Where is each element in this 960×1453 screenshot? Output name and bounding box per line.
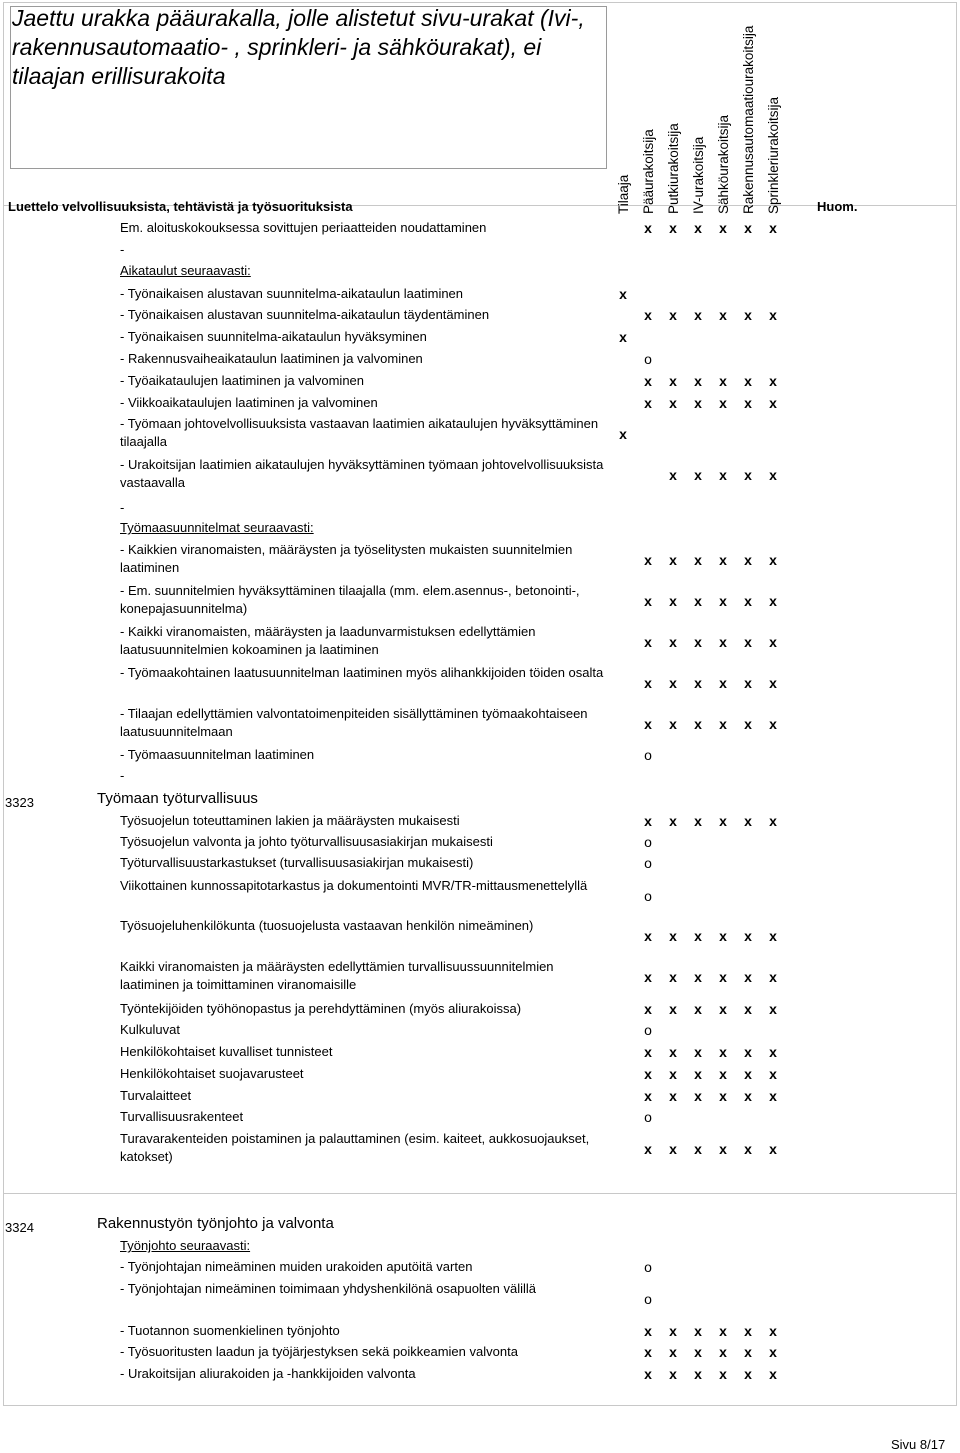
table-row <box>0 1258 960 1276</box>
mark-x: x <box>669 716 677 732</box>
row-text: - Työnaikaisen alustavan suunnitelma-aikataulun täydentäminen <box>120 307 490 322</box>
mark-x: x <box>644 1366 652 1382</box>
mark-x: x <box>744 1088 752 1104</box>
mark-x: x <box>669 1344 677 1360</box>
table-row <box>0 664 960 702</box>
mark-x: x <box>719 1366 727 1382</box>
row-text: Turvalaitteet <box>120 1088 192 1103</box>
document-title: Jaettu urakka pääurakalla, jolle alistetut sivu-urakat (Ivi-, rakennusautomaatio- , sprinkleri- ja sähköurakat), ei tilaajan erillisurakoita <box>12 5 585 89</box>
mark-x: x <box>719 675 727 691</box>
mark-x: x <box>644 593 652 609</box>
table-row <box>0 1043 960 1061</box>
mark-x: x <box>769 467 777 483</box>
mark-x: x <box>769 1088 777 1104</box>
mark-x: x <box>744 716 752 732</box>
row-text: - Työnjohtajan nimeäminen muiden urakoiden aputöitä varten <box>120 1259 473 1274</box>
mark-x: x <box>694 1001 702 1017</box>
table-row <box>0 1365 960 1383</box>
mark-x: x <box>744 675 752 691</box>
mark-x: x <box>719 634 727 650</box>
mark-x: x <box>694 1088 702 1104</box>
table-row <box>0 1215 960 1235</box>
mark-x: x <box>694 373 702 389</box>
table-row <box>0 854 960 872</box>
mark-x: x <box>669 373 677 389</box>
mark-x: x <box>669 1366 677 1382</box>
mark-x: x <box>719 1344 727 1360</box>
table-row <box>0 350 960 368</box>
table-row <box>0 541 960 579</box>
mark-x: x <box>644 1323 652 1339</box>
mark-x: x <box>644 373 652 389</box>
mark-x: x <box>769 1141 777 1157</box>
row-text: Henkilökohtaiset kuvalliset tunnisteet <box>120 1044 333 1059</box>
mark-x: x <box>644 1066 652 1082</box>
mark-x: x <box>669 928 677 944</box>
row-text: - Rakennusvaiheaikataulun laatiminen ja valvominen <box>120 351 423 366</box>
mark-x: x <box>644 716 652 732</box>
mark-x: x <box>744 220 752 236</box>
mark-x: x <box>719 373 727 389</box>
table-row <box>0 394 960 412</box>
mark-x: x <box>719 1001 727 1017</box>
section-divider <box>3 1193 957 1194</box>
mark-o: o <box>644 834 652 850</box>
mark-x: x <box>694 307 702 323</box>
mark-x: x <box>694 552 702 568</box>
row-text: Turvallisuusrakenteet <box>120 1109 244 1124</box>
mark-x: x <box>694 220 702 236</box>
mark-x: x <box>769 813 777 829</box>
row-text: Työsuojelun valvonta ja johto työturvallisuusasiakirjan mukaisesti <box>120 834 493 849</box>
mark-x: x <box>669 1323 677 1339</box>
table-row <box>0 1065 960 1083</box>
mark-x: x <box>769 373 777 389</box>
table-row <box>0 1322 960 1340</box>
mark-x: x <box>644 1141 652 1157</box>
mark-o: o <box>644 1291 652 1307</box>
mark-x: x <box>744 813 752 829</box>
table-row <box>0 372 960 390</box>
table-row <box>0 1087 960 1105</box>
mark-x: x <box>719 1088 727 1104</box>
table-row <box>0 241 960 259</box>
mark-x: x <box>619 329 627 345</box>
mark-x: x <box>744 593 752 609</box>
table-row <box>0 262 960 280</box>
mark-x: x <box>644 1044 652 1060</box>
mark-x: x <box>669 1141 677 1157</box>
mark-x: x <box>694 1366 702 1382</box>
table-row <box>0 415 960 453</box>
mark-x: x <box>644 220 652 236</box>
mark-x: x <box>769 552 777 568</box>
row-text: Työturvallisuustarkastukset (turvallisuusasiakirjan mukaisesti) <box>120 855 474 870</box>
row-text: Työmaasuunnitelmat seuraavasti: <box>120 520 314 535</box>
mark-x: x <box>744 1001 752 1017</box>
mark-x: x <box>769 1001 777 1017</box>
mark-x: x <box>719 467 727 483</box>
table-row <box>0 456 960 494</box>
mark-x: x <box>694 1344 702 1360</box>
section-number: 3323 <box>5 795 34 810</box>
mark-x: x <box>769 928 777 944</box>
mark-x: x <box>669 813 677 829</box>
mark-x: x <box>744 467 752 483</box>
table-row <box>0 1237 960 1255</box>
mark-o: o <box>644 351 652 367</box>
table-row <box>0 812 960 830</box>
table-row <box>0 746 960 764</box>
mark-x: x <box>644 307 652 323</box>
mark-x: x <box>719 1066 727 1082</box>
table-row <box>0 1108 960 1126</box>
mark-x: x <box>744 307 752 323</box>
mark-x: x <box>769 1344 777 1360</box>
row-text: - Työsuoritusten laadun ja työjärjestyksen sekä poikkeamien valvonta <box>120 1344 518 1359</box>
row-text: - Työmaan johtovelvollisuuksista vastaavan laatimien aikataulujen hyväksyttäminen tilaajalla <box>120 416 599 449</box>
row-text: Työsuojelun toteuttaminen lakien ja määräysten mukaisesti <box>120 813 460 828</box>
mark-x: x <box>744 1344 752 1360</box>
mark-x: x <box>669 593 677 609</box>
mark-x: x <box>744 1323 752 1339</box>
mark-x: x <box>769 634 777 650</box>
mark-x: x <box>744 634 752 650</box>
row-text: Työnjohto seuraavasti: <box>120 1238 251 1253</box>
mark-x: x <box>644 928 652 944</box>
table-row <box>0 1000 960 1018</box>
table-row <box>0 285 960 303</box>
mark-x: x <box>744 1066 752 1082</box>
table-row <box>0 833 960 851</box>
mark-x: x <box>669 1088 677 1104</box>
mark-x: x <box>719 552 727 568</box>
mark-x: x <box>619 426 627 442</box>
mark-x: x <box>694 634 702 650</box>
row-text: Henkilökohtaiset suojavarusteet <box>120 1066 304 1081</box>
mark-x: x <box>769 220 777 236</box>
row-text: - Viikkoaikataulujen laatiminen ja valvominen <box>120 395 378 410</box>
table-row <box>0 219 960 237</box>
row-text: - <box>120 768 125 783</box>
table-row <box>0 1021 960 1039</box>
mark-x: x <box>744 1141 752 1157</box>
mark-x: x <box>694 395 702 411</box>
mark-x: x <box>719 593 727 609</box>
mark-x: x <box>694 716 702 732</box>
row-text: - Työnjohtajan nimeäminen toimimaan yhdyshenkilönä osapuolten välillä <box>120 1281 537 1296</box>
mark-x: x <box>769 1366 777 1382</box>
table-row <box>0 917 960 955</box>
row-text: - Em. suunnitelmien hyväksyttäminen tilaajalla (mm. elem.asennus-, betonointi-, konepajasuunnitelma) <box>120 583 580 616</box>
table-row <box>0 1343 960 1361</box>
table-row <box>0 877 960 915</box>
mark-x: x <box>769 1323 777 1339</box>
mark-x: x <box>769 969 777 985</box>
mark-x: x <box>694 813 702 829</box>
mark-x: x <box>669 467 677 483</box>
mark-x: x <box>694 1141 702 1157</box>
mark-x: x <box>769 593 777 609</box>
row-text: Aikataulut seuraavasti: <box>120 263 251 278</box>
table-row <box>0 306 960 324</box>
row-text: Viikottainen kunnossapitotarkastus ja dokumentointi MVR/TR-mittausmenettelyllä <box>120 878 588 893</box>
table-row <box>0 582 960 620</box>
mark-x: x <box>744 373 752 389</box>
mark-o: o <box>644 1259 652 1275</box>
mark-x: x <box>644 1344 652 1360</box>
table-row <box>0 519 960 537</box>
mark-x: x <box>744 552 752 568</box>
mark-x: x <box>694 593 702 609</box>
mark-x: x <box>644 969 652 985</box>
row-text: - <box>120 500 125 515</box>
mark-x: x <box>744 928 752 944</box>
mark-x: x <box>644 634 652 650</box>
mark-x: x <box>719 307 727 323</box>
mark-x: x <box>719 1323 727 1339</box>
mark-o: o <box>644 855 652 871</box>
mark-x: x <box>669 1044 677 1060</box>
mark-x: x <box>744 1366 752 1382</box>
mark-o: o <box>644 747 652 763</box>
row-text: - Työaikataulujen laatiminen ja valvominen <box>120 373 365 388</box>
row-text: - Työnaikaisen suunnitelma-aikataulun hyväksyminen <box>120 329 427 344</box>
mark-x: x <box>719 220 727 236</box>
mark-x: x <box>669 675 677 691</box>
list-title: Luettelo velvollisuuksista, tehtävistä ja työsuorituksista <box>8 199 353 214</box>
mark-x: x <box>719 395 727 411</box>
section-title: Työmaan työturvallisuus <box>97 790 258 807</box>
mark-x: x <box>744 1044 752 1060</box>
section-number: 3324 <box>5 1220 34 1235</box>
mark-x: x <box>694 675 702 691</box>
mark-x: x <box>669 1001 677 1017</box>
table-row <box>0 767 960 785</box>
row-text: Turavarakenteiden poistaminen ja palauttaminen (esim. kaiteet, aukkosuojaukset, katokset) <box>120 1131 590 1164</box>
mark-x: x <box>619 286 627 302</box>
row-text: Työsuojeluhenkilökunta (tuosuojelusta vastaavan henkilön nimeäminen) <box>120 918 534 933</box>
row-text: - <box>120 242 125 257</box>
row-text: - Urakoitsijan aliurakoiden ja -hankkijoiden valvonta <box>120 1366 416 1381</box>
row-text: Työntekijöiden työhönopastus ja perehdyttäminen (myös aliurakoissa) <box>120 1001 522 1016</box>
remarks-header: Huom. <box>817 199 858 214</box>
mark-x: x <box>644 675 652 691</box>
table-row <box>0 499 960 517</box>
table-row <box>0 790 960 810</box>
row-text: Kaikki viranomaisten ja määräysten edellyttämien turvallisuussuunnitelmien laatiminen ja toimittaminen viranomaisille <box>120 959 554 992</box>
mark-x: x <box>769 716 777 732</box>
mark-x: x <box>769 1044 777 1060</box>
row-text: - Työnaikaisen alustavan suunnitelma-aikataulun laatiminen <box>120 286 464 301</box>
mark-x: x <box>769 307 777 323</box>
mark-x: x <box>644 813 652 829</box>
mark-x: x <box>769 1066 777 1082</box>
table-row <box>0 1130 960 1168</box>
page-number: Sivu 8/17 <box>891 1437 946 1452</box>
table-row <box>0 1280 960 1318</box>
mark-x: x <box>744 969 752 985</box>
row-text: - Kaikkien viranomaisten, määräysten ja työselitysten mukaisten suunnitelmien laatiminen <box>120 542 573 575</box>
table-row <box>0 705 960 743</box>
mark-x: x <box>644 1088 652 1104</box>
mark-x: x <box>719 813 727 829</box>
mark-x: x <box>719 928 727 944</box>
mark-x: x <box>719 716 727 732</box>
mark-x: x <box>669 634 677 650</box>
mark-x: x <box>669 395 677 411</box>
mark-x: x <box>669 307 677 323</box>
table-row <box>0 958 960 996</box>
mark-x: x <box>644 552 652 568</box>
mark-x: x <box>644 395 652 411</box>
mark-x: x <box>669 969 677 985</box>
mark-x: x <box>644 1001 652 1017</box>
mark-x: x <box>744 395 752 411</box>
mark-x: x <box>719 1044 727 1060</box>
mark-x: x <box>769 395 777 411</box>
mark-o: o <box>644 1022 652 1038</box>
mark-x: x <box>694 928 702 944</box>
mark-x: x <box>719 969 727 985</box>
row-text: Em. aloituskokouksessa sovittujen periaatteiden noudattaminen <box>120 220 487 235</box>
table-row <box>0 623 960 661</box>
mark-x: x <box>694 969 702 985</box>
row-text: - Työmaasuunnitelman laatiminen <box>120 747 315 762</box>
mark-x: x <box>669 220 677 236</box>
mark-x: x <box>694 1066 702 1082</box>
table-row <box>0 328 960 346</box>
mark-o: o <box>644 1109 652 1125</box>
row-text: - Työmaakohtainen laatusuunnitelman laatiminen myös alihankkijoiden töiden osalta <box>120 665 604 680</box>
row-text: - Tuotannon suomenkielinen työnjohto <box>120 1323 340 1338</box>
mark-x: x <box>669 1066 677 1082</box>
row-text: - Urakoitsijan laatimien aikataulujen hyväksyttäminen työmaan johtovelvollisuuksista vastaavalla <box>120 457 604 490</box>
mark-x: x <box>694 1044 702 1060</box>
mark-x: x <box>694 467 702 483</box>
section-title: Rakennustyön työnjohto ja valvonta <box>97 1215 334 1232</box>
mark-x: x <box>669 552 677 568</box>
mark-x: x <box>769 675 777 691</box>
row-text: Kulkuluvat <box>120 1022 180 1037</box>
mark-x: x <box>694 1323 702 1339</box>
row-text: - Tilaajan edellyttämien valvontatoimenpiteiden sisällyttäminen työmaakohtaiseen laatusuunnitelmaan <box>120 706 588 739</box>
row-text: - Kaikki viranomaisten, määräysten ja laadunvarmistuksen edellyttämien laatusuunnitelmien kokoaminen ja laatiminen <box>120 624 536 657</box>
mark-o: o <box>644 888 652 904</box>
mark-x: x <box>719 1141 727 1157</box>
